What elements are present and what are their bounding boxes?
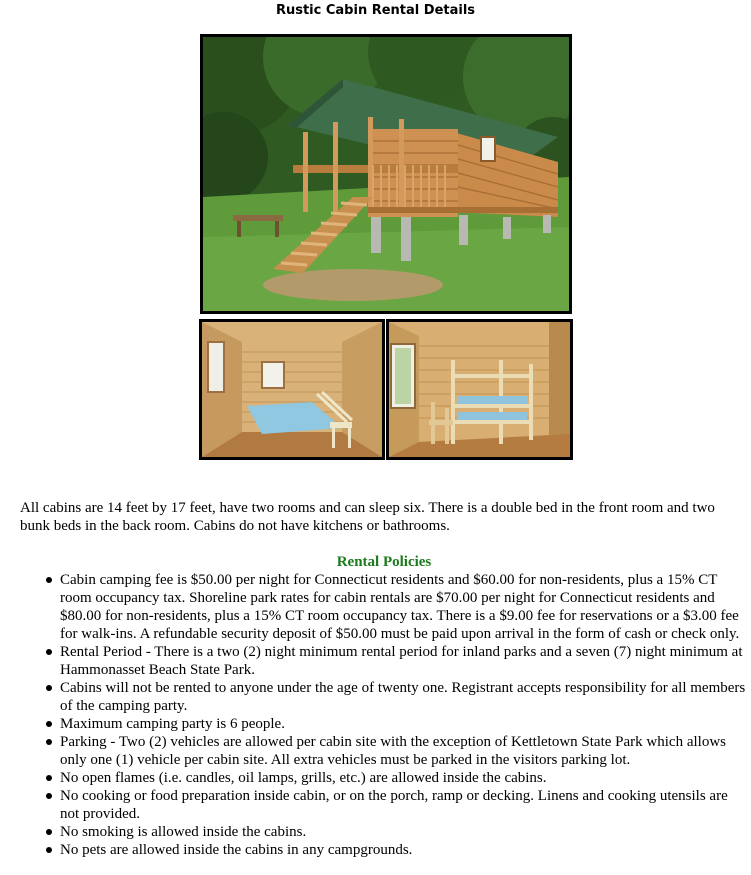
cabin-bedroom-illustration <box>202 322 382 457</box>
policy-item: Cabins will not be rented to anyone under the age of twenty one. Registrant accepts responsibility for all members of the camping party. <box>60 679 750 715</box>
policy-item: Cabin camping fee is $50.00 per night for Connecticut residents and $60.00 for non-residents, plus a 15% CT room occupancy tax. Shoreline park rates for cabin rentals are $70.00 per night for Connecticut residents and $80.00 for non-residents, plus a 15% CT room occupancy tax. There is a $9.00 fee for reservations or a $3.00 fee for walk-ins. A refundable security deposit of $50.00 must be paid upon arrival in the form of cash or check only. <box>60 571 750 643</box>
cabin-bunk-room-illustration <box>389 322 570 457</box>
policy-item: No pets are allowed inside the cabins in any campgrounds. <box>60 841 750 859</box>
cabin-exterior-illustration <box>203 37 569 311</box>
policy-item: Parking - Two (2) vehicles are allowed per cabin site with the exception of Kettletown State Park which allows only one (1) vehicle per cabin site. All extra vehicles must be parked in the visitors parking lot. <box>60 733 750 769</box>
policy-item: Rental Period - There is a two (2) night minimum rental period for inland parks and a seven (7) night minimum at Hammonasset Beach State Park. <box>60 643 750 679</box>
rental-policies-heading: Rental Policies <box>336 554 432 570</box>
page-title: Rustic Cabin Rental Details <box>275 3 476 18</box>
cabin-bunk-room-photo <box>386 319 573 460</box>
policy-item: No smoking is allowed inside the cabins. <box>60 823 750 841</box>
policy-item: No cooking or food preparation inside cabin, or on the porch, ramp or decking. Linens and cooking utensils are not provided. <box>60 787 750 823</box>
cabin-bedroom-photo <box>199 319 385 460</box>
policy-item: No open flames (i.e. candles, oil lamps, grills, etc.) are allowed inside the cabins. <box>60 769 750 787</box>
cabin-exterior-photo <box>200 34 572 314</box>
intro-paragraph: All cabins are 14 feet by 17 feet, have two rooms and can sleep six. There is a double bed in the front room and two bunk beds in the back room. Cabins do not have kitchens or bathrooms. <box>20 500 715 534</box>
rental-policies-list <box>60 571 750 859</box>
policy-item: Maximum camping party is 6 people. <box>60 715 750 733</box>
